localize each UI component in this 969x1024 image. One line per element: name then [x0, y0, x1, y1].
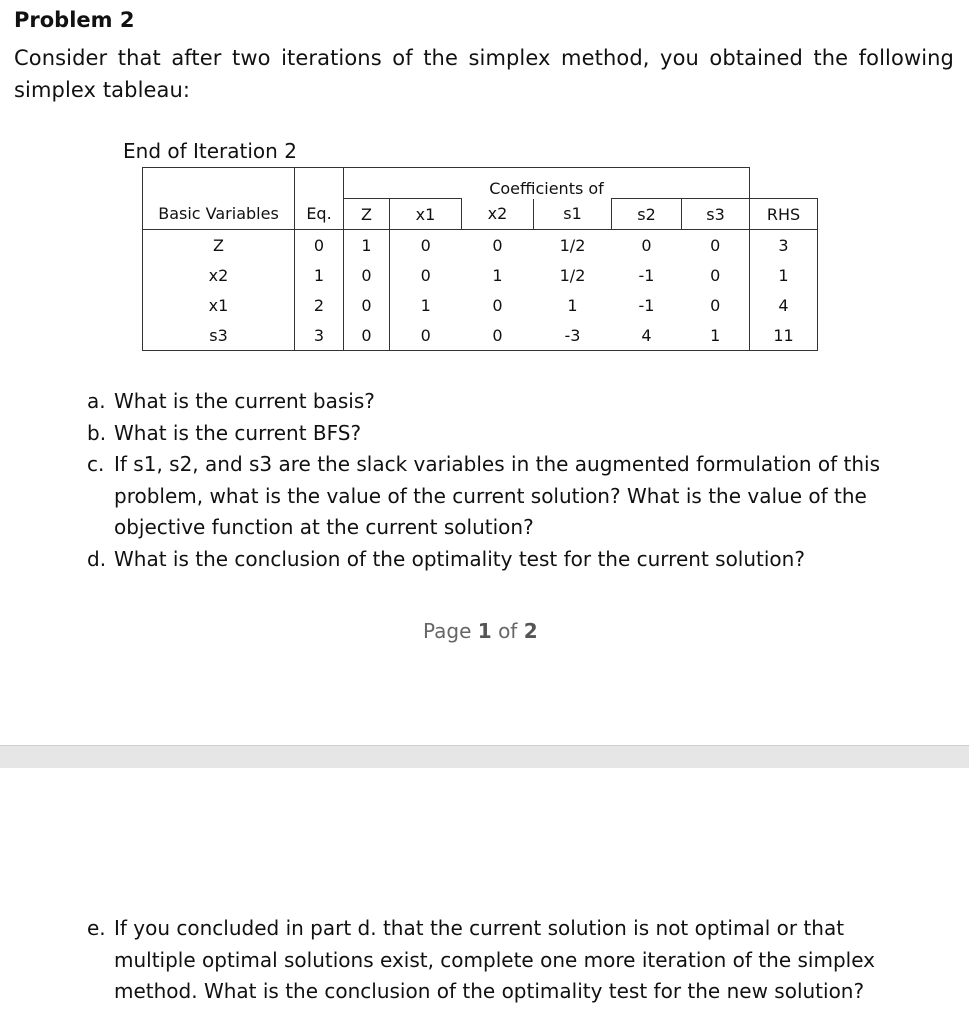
- table-cell: 1: [344, 230, 390, 261]
- col-header: s2: [612, 199, 682, 230]
- table-cell: 4: [612, 320, 682, 351]
- table-cell: 0: [710, 295, 721, 315]
- question-label: e.: [87, 916, 106, 940]
- question-a: [87, 386, 917, 418]
- table-cell: 1/2: [559, 235, 586, 255]
- col-header: Basic Variables: [143, 199, 295, 230]
- table-cell: 0: [492, 295, 503, 315]
- question-text: What is the conclusion of the optimality test for the current solution?: [114, 546, 805, 571]
- page-of: of: [498, 619, 518, 643]
- table-cell: 0: [390, 230, 462, 261]
- question-label: a.: [87, 389, 106, 413]
- table-cell: 1: [682, 320, 750, 351]
- table-cell: x1: [143, 290, 295, 320]
- table-row: [143, 260, 818, 290]
- table-cell: 0: [462, 320, 534, 351]
- question-label: c.: [87, 452, 105, 476]
- table-cell: 0: [710, 235, 721, 255]
- coefficients-header: Coefficients of: [344, 168, 750, 199]
- table-cell: 0: [344, 290, 390, 320]
- table-cell: 1: [492, 265, 503, 285]
- table-cell: 0: [295, 230, 344, 261]
- simplex-tableau: [142, 167, 818, 351]
- page-indicator: [423, 619, 538, 643]
- table-cell: 0: [390, 320, 462, 351]
- table-row: [143, 320, 818, 351]
- table-cell: x2: [143, 260, 295, 290]
- col-header: s3: [682, 199, 750, 230]
- table-cell: s3: [143, 320, 295, 351]
- table-cell: 0: [344, 320, 390, 351]
- problem-title: Problem 2: [14, 8, 135, 32]
- table-cell: -1: [638, 295, 655, 315]
- table-cell: 1: [750, 260, 818, 290]
- question-text: What is the current BFS?: [114, 420, 362, 445]
- question-b: [87, 418, 917, 450]
- page-prefix: Page: [423, 619, 472, 643]
- col-header: Z: [344, 199, 390, 230]
- question-text: What is the current basis?: [114, 389, 375, 413]
- table-cell: 3: [295, 320, 344, 351]
- question-text: If you concluded in part d. that the current solution is not optimal or that multiple optimal solutions exist, complete one more iteration of the simplex method. What is the conclusion of the optimality test for the new solution?: [114, 916, 875, 1003]
- question-c: [87, 449, 917, 544]
- question-d: [87, 544, 917, 576]
- page-separator: [0, 745, 969, 769]
- table-cell: -3: [534, 320, 612, 351]
- tableau-caption: End of Iteration 2: [123, 139, 297, 163]
- table-cell: 1: [567, 295, 578, 315]
- table-cell: 3: [750, 230, 818, 261]
- table-cell: Z: [143, 230, 295, 261]
- table-cell: 0: [641, 235, 652, 255]
- table-cell: 1/2: [559, 265, 586, 285]
- table-cell: 2: [295, 290, 344, 320]
- table-cell: 0: [344, 260, 390, 290]
- table-row: [143, 290, 818, 320]
- col-header: Eq.: [295, 199, 344, 230]
- col-header: x1: [390, 199, 462, 230]
- col-header: x2: [462, 199, 534, 230]
- table-cell: 11: [750, 320, 818, 351]
- table-cell: 0: [390, 260, 462, 290]
- problem-intro: Consider that after two iterations of the simplex method, you obtained the following simplex tableau:: [14, 46, 954, 102]
- table-cell: 1: [390, 290, 462, 320]
- page-total: 2: [523, 619, 538, 643]
- table-cell: -1: [638, 265, 655, 285]
- question-label: d.: [87, 546, 107, 571]
- table-row: [143, 230, 818, 261]
- table-cell: 0: [710, 265, 721, 285]
- question-list-page-2: [87, 913, 927, 1008]
- page-current: 1: [477, 619, 492, 643]
- header-row: [143, 199, 818, 230]
- question-text: If s1, s2, and s3 are the slack variables in the augmented formulation of this problem, what is the value of the current solution? What is the value of the objective function at the current solution?: [114, 452, 880, 539]
- col-header: RHS: [750, 199, 818, 230]
- table-cell: 4: [750, 290, 818, 320]
- col-header: s1: [534, 199, 612, 230]
- question-list: [87, 386, 917, 575]
- table-cell: 0: [492, 235, 503, 255]
- table-cell: 1: [295, 260, 344, 290]
- question-e: [87, 913, 927, 1008]
- question-label: b.: [87, 420, 107, 445]
